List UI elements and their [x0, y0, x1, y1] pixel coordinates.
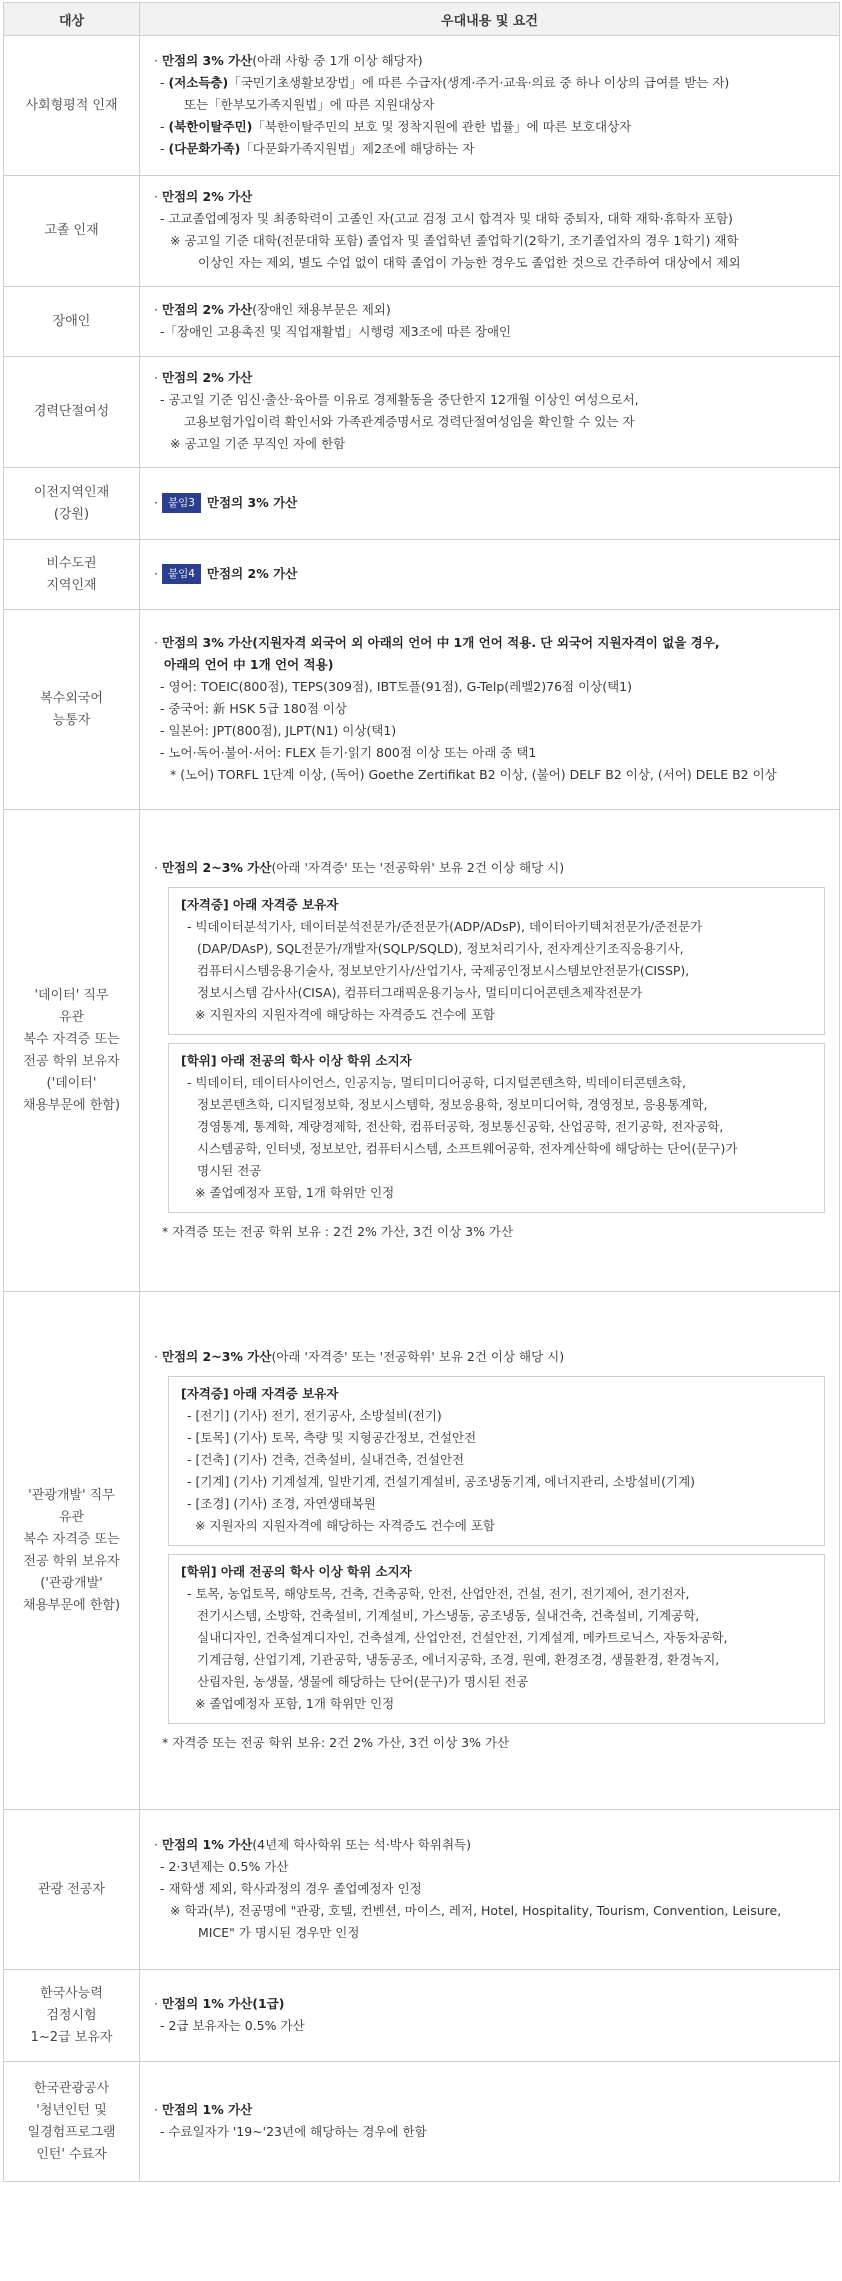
note: ※ 지원자의 지원자격에 해당하는 자격증도 건수에 포함 [195, 1006, 495, 1022]
list-item: 산림자원, 농생물, 생물에 해당하는 단어(문구)가 명시된 전공 [197, 1673, 529, 1689]
row-content [140, 540, 840, 610]
item-heading: · 만점의 2~3% 가산(아래 '자격증' 또는 '전공학위' 보유 2건 이상 해당 시) [154, 859, 565, 875]
list-item: 또는「한부모가족지원법」에 따른 지원대상자 [184, 96, 435, 112]
list-item: - [건축] (기사) 건축, 건축설비, 실내건축, 건설안전 [187, 1451, 465, 1467]
row-target: '관광개발' 직무 유관 복수 자격증 또는 전공 학위 보유자 ('관광개발' 채용부문에 한함) [4, 1292, 140, 1810]
item-heading: · 붙임3 만점의 3% 가산 [154, 492, 825, 514]
certificate-box [168, 1376, 825, 1546]
row-content [140, 287, 840, 357]
table-header-row [4, 3, 840, 36]
attachment-badge: 붙임4 [162, 564, 201, 584]
list-item: - 일본어: JPT(800점), JLPT(N1) 이상(택1) [160, 722, 397, 738]
row-content [140, 1810, 840, 1970]
list-item: - [토목] (기사) 토목, 측량 및 지형공간정보, 건설안전 [187, 1429, 477, 1445]
row-target: 관광 전공자 [4, 1810, 140, 1970]
note: 이상인 자는 제외, 별도 수업 없이 대학 졸업이 가능한 경우도 졸업한 것으로 간주하여 대상에서 제외 [198, 255, 741, 270]
row-content [140, 1970, 840, 2062]
degree-box [168, 1554, 825, 1724]
row-target: 한국사능력 검정시험 1~2급 보유자 [4, 1970, 140, 2062]
table-row [4, 1810, 840, 1970]
list-item: - 중국어: 新 HSK 5급 180점 이상 [160, 700, 347, 716]
note: ※ 공고일 기준 무직인 자에 한함 [170, 436, 346, 451]
table-row [4, 540, 840, 610]
list-item: - 토목, 농업토목, 해양토목, 건축, 건축공학, 안전, 산업안전, 건설, 전기, 전기제어, 전기전자, [187, 1585, 690, 1601]
list-item: 시스템공학, 인터넷, 정보보안, 컴퓨터시스템, 소프트웨어공학, 전자계산학에 해당하는 단어(문구)가 [197, 1140, 738, 1156]
table-row [4, 2062, 840, 2182]
row-target: 이전지역인재 (강원) [4, 468, 140, 540]
row-target: 사회형평적 인재 [4, 36, 140, 176]
row-content [140, 176, 840, 287]
note: MICE" 가 명시된 경우만 인정 [198, 1924, 360, 1940]
row-target: 비수도권 지역인재 [4, 540, 140, 610]
row-target: 고졸 인재 [4, 176, 140, 287]
row-content [140, 36, 840, 176]
table-row [4, 287, 840, 357]
list-item: - [조경] (기사) 조경, 자연생태복원 [187, 1495, 376, 1511]
list-item: - [전기] (기사) 전기, 전기공사, 소방설비(전기) [187, 1407, 442, 1423]
row-target: '데이터' 직무 유관 복수 자격증 또는 전공 학위 보유자 ('데이터' 채용부문에 한함) [4, 810, 140, 1292]
list-item: 실내디자인, 건축설계디자인, 건축설계, 산업안전, 건설안전, 기계설계, 메카트로닉스, 자동차공학, [197, 1629, 728, 1645]
note: ※ 졸업예정자 포함, 1개 학위만 인정 [195, 1184, 395, 1200]
table-row [4, 36, 840, 176]
item-heading: · 만점의 2~3% 가산(아래 '자격증' 또는 '전공학위' 보유 2건 이상 해당 시) [154, 1348, 565, 1364]
row-target: 복수외국어 능통자 [4, 610, 140, 810]
header-content: 우대내용 및 요건 [140, 3, 840, 36]
list-item: - 빅데이터분석기사, 데이터분석전문가/준전문가(ADP/ADsP), 데이터아키텍처전문가/준전문가 [187, 918, 703, 934]
table-row [4, 357, 840, 468]
list-item: 정보콘텐츠학, 디지털정보학, 정보시스템학, 정보응용학, 정보미디어학, 경영정보, 응용통계학, [197, 1096, 708, 1112]
row-target: 장애인 [4, 287, 140, 357]
list-item: - (북한이탈주민)「북한이탈주민의 보호 및 정착지원에 관한 법률」에 따른 보호대상자 [160, 118, 632, 134]
list-item: - (다문화가족)「다문화가족지원법」제2조에 해당하는 자 [160, 140, 475, 156]
item-heading: · 만점의 2% 가산(장애인 채용부문은 제외) [154, 301, 391, 317]
row-target: 경력단절여성 [4, 357, 140, 468]
list-item: -「장애인 고용촉진 및 직업재활법」시행령 제3조에 따른 장애인 [160, 323, 512, 339]
table-row [4, 176, 840, 287]
footnote: * 자격증 또는 전공 학위 보유 : 2건 2% 가산, 3건 이상 3% 가산 [162, 1223, 514, 1239]
list-item: 명시된 전공 [197, 1162, 262, 1178]
list-item: - 2·3년제는 0.5% 가산 [160, 1858, 289, 1874]
item-heading: · 만점의 1% 가산(4년제 학사학위 또는 석·박사 학위취득) [154, 1836, 471, 1852]
list-item: 고용보험가입이력 확인서와 가족관계증명서로 경력단절여성임을 확인할 수 있는 자 [184, 414, 635, 429]
note: ※ 학과(부), 전공명에 "관광, 호텔, 컨벤션, 마이스, 레저, Hotel, Hospitality, Tourism, Convention, Leisure, [170, 1902, 782, 1918]
table-row [4, 810, 840, 1292]
list-item: - (저소득층)「국민기초생활보장법」에 따른 수급자(생계·주거·교육·의료 중 하나 이상의 급여를 받는 자) [160, 74, 730, 90]
note: ※ 지원자의 지원자격에 해당하는 자격증도 건수에 포함 [195, 1517, 495, 1533]
item-heading: · 만점의 3% 가산(아래 사항 중 1개 이상 해당자) [154, 52, 423, 68]
row-content [140, 1292, 840, 1810]
item-heading: 아래의 언어 中 1개 언어 적용) [164, 656, 334, 672]
list-item: - 재학생 제외, 학사과정의 경우 졸업예정자 인정 [160, 1880, 422, 1896]
list-item: 경영통계, 통계학, 계량경제학, 전산학, 컴퓨터공학, 정보통신공학, 산업공학, 전기공학, 전자공학, [197, 1118, 724, 1134]
row-target: 한국관광공사 '청년인턴 및 일경험프로그램 인턴' 수료자 [4, 2062, 140, 2182]
preference-table [3, 2, 840, 2182]
list-item: 기계금형, 산업기계, 기관공학, 냉동공조, 에너지공학, 조경, 원예, 환경조경, 생물환경, 환경녹지, [197, 1651, 720, 1667]
row-content [140, 610, 840, 810]
item-heading: · 붙임4 만점의 2% 가산 [154, 563, 825, 585]
item-heading: · 만점의 3% 가산(지원자격 외국어 외 아래의 언어 中 1개 언어 적용. 단 외국어 지원자격이 없을 경우, [154, 634, 720, 650]
list-item: - 2급 보유자는 0.5% 가산 [160, 2017, 305, 2033]
list-item: - 고교졸업예정자 및 최종학력이 고졸인 자(고교 검정 고시 합격자 및 대학 중퇴자, 대학 재학·휴학자 포함) [160, 211, 733, 226]
note: ※ 공고일 기준 대학(전문대학 포함) 졸업자 및 졸업학년 졸업학기(2학기, 조기졸업자의 경우 1학기) 재학 [170, 233, 739, 248]
row-content [140, 468, 840, 540]
footnote: * 자격증 또는 전공 학위 보유: 2건 2% 가산, 3건 이상 3% 가산 [162, 1734, 510, 1750]
item-heading: · 만점의 2% 가산 [154, 189, 253, 204]
list-item: - 공고일 기준 임신·출산·육아를 이유로 경제활동을 중단한지 12개월 이상인 여성으로서, [160, 392, 639, 407]
note: * (노어) TORFL 1단계 이상, (독어) Goethe Zertifikat B2 이상, (불어) DELF B2 이상, (서어) DELE B2 이상 [170, 766, 777, 782]
list-item: 정보시스템 감사사(CISA), 컴퓨터그래픽운용기능사, 멀티미디어콘텐츠제작전문가 [197, 984, 643, 1000]
box-title: [자격증] 아래 자격증 보유자 [181, 1385, 339, 1401]
certificate-box [168, 887, 825, 1035]
list-item: - 빅데이터, 데이터사이언스, 인공지능, 멀티미디어공학, 디지털콘텐츠학, 빅데이터콘텐츠학, [187, 1074, 686, 1090]
degree-box [168, 1043, 825, 1213]
attachment-badge: 붙임3 [162, 493, 201, 513]
note: ※ 졸업예정자 포함, 1개 학위만 인정 [195, 1695, 395, 1711]
table-row [4, 1292, 840, 1810]
list-item: - 수료일자가 '19~'23년에 해당하는 경우에 한함 [160, 2123, 427, 2139]
row-content [140, 357, 840, 468]
list-item: - 영어: TOEIC(800점), TEPS(309점), IBT토플(91점), G-Telp(레벨2)76점 이상(택1) [160, 678, 633, 694]
item-heading: · 만점의 1% 가산(1급) [154, 1995, 285, 2011]
header-target: 대상 [4, 3, 140, 36]
list-item: - [기계] (기사) 기계설계, 일반기계, 건설기계설비, 공조냉동기계, 에너지관리, 소방설비(기계) [187, 1473, 696, 1489]
box-title: [자격증] 아래 자격증 보유자 [181, 896, 339, 912]
list-item: (DAP/DAsP), SQL전문가/개발자(SQLP/SQLD), 정보처리기사, 전자계산기조직응용기사, [197, 940, 684, 956]
table-row [4, 468, 840, 540]
list-item: 전기시스템, 소방학, 건축설비, 기계설비, 가스냉동, 공조냉동, 실내건축, 건축설비, 기계공학, [197, 1607, 700, 1623]
item-heading: · 만점의 1% 가산 [154, 2101, 253, 2117]
box-title: [학위] 아래 전공의 학사 이상 학위 소지자 [181, 1052, 412, 1068]
row-content [140, 2062, 840, 2182]
table-row [4, 610, 840, 810]
item-heading: · 만점의 2% 가산 [154, 370, 253, 385]
list-item: - 노어·독어·불어·서어: FLEX 듣기·읽기 800점 이상 또는 아래 중 택1 [160, 744, 537, 760]
table-row [4, 1970, 840, 2062]
box-title: [학위] 아래 전공의 학사 이상 학위 소지자 [181, 1563, 412, 1579]
list-item: 컴퓨터시스템응용기술사, 정보보안기사/산업기사, 국제공인정보시스템보안전문가(CISSP), [197, 962, 690, 978]
row-content [140, 810, 840, 1292]
